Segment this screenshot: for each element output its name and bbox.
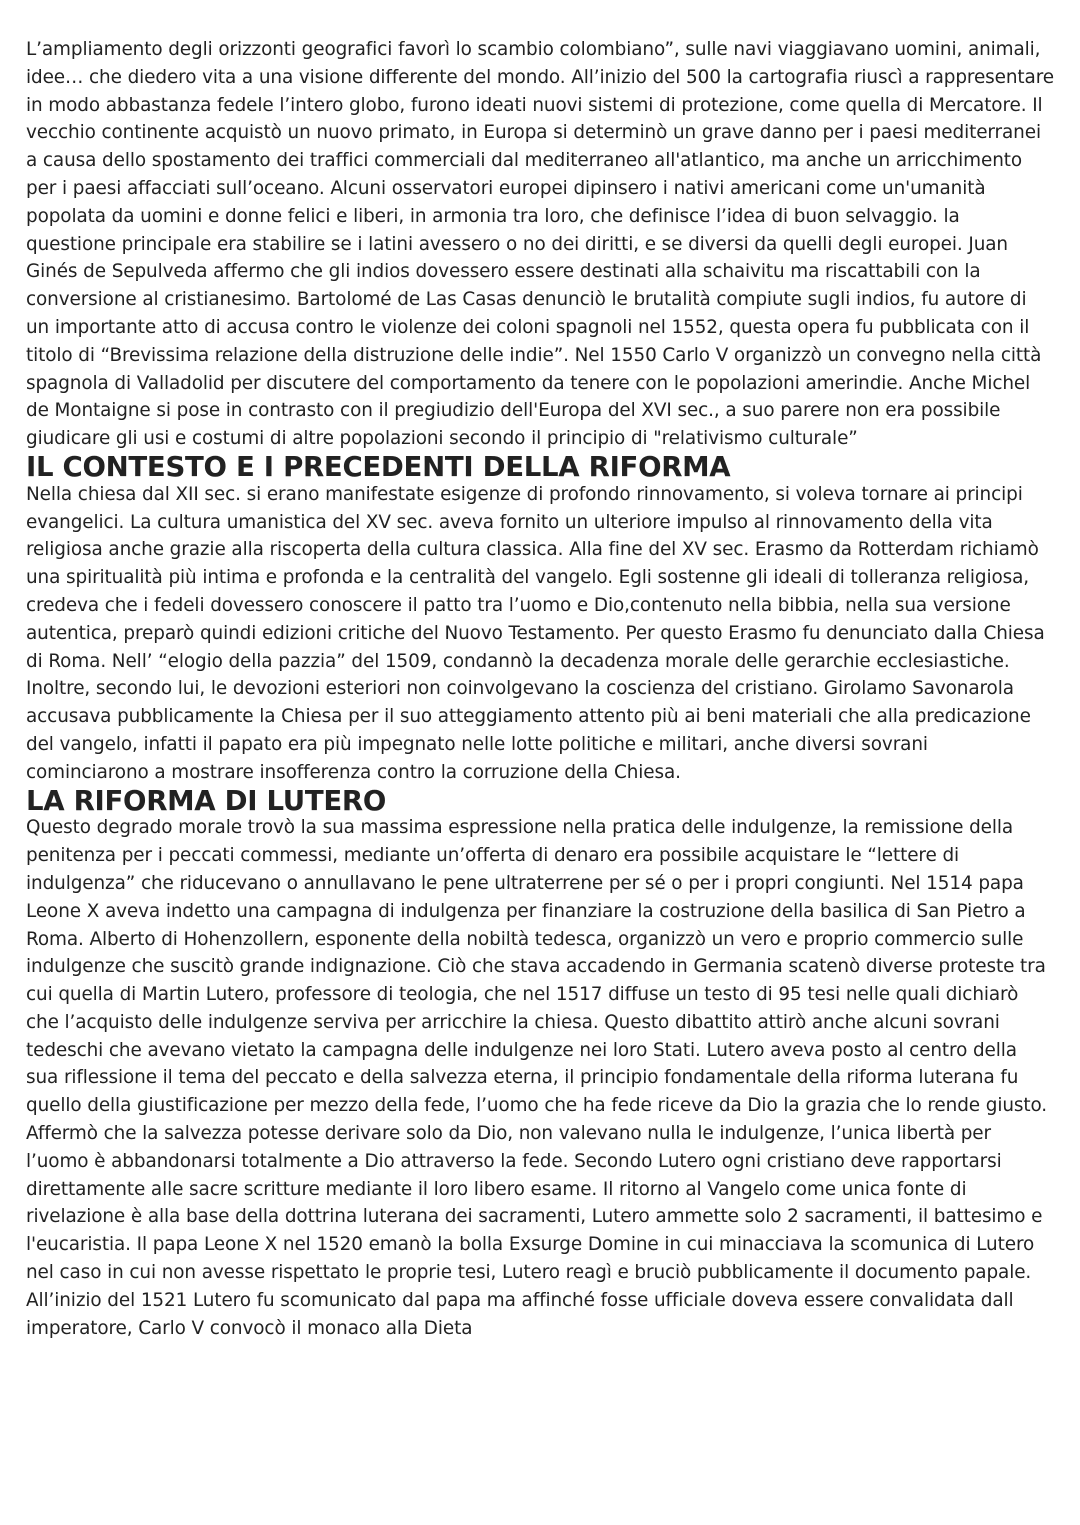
heading-contesto-riforma: IL CONTESTO E I PRECEDENTI DELLA RIFORMA	[26, 449, 731, 483]
paragraph-scambio-colombiano: L’ampliamento degli orizzonti geografici favorì lo scambio colombiano”, sulle navi viaggiavano uomini, animali, idee… che diedero vita a una visione differente del mondo. All’inizio del 500 la cartografia riuscì a rappresentare in modo abbastanza fedele l’intero globo, furono ideati nuovi sistemi di protezione, come quella di Mercatore. Il vecchio continente acquistò un nuovo primato, in Europa si determinò un grave danno per i paesi mediterranei a causa dello spostamento dei traffici commerciali dal mediterraneo all'atlantico, ma anche un arricchimento per i paesi affacciati sull’oceano. Alcuni osservatori europei dipinsero i nativi americani come un'umanità popolata da uomini e donne felici e liberi, in armonia tra loro, che definisce l’idea di buon selvaggio. la questione principale era stabilire se i latini avessero o no dei diritti, e se diversi da quelli degli europei. Juan Ginés de Sepulveda affermo che gli indios dovessero essere destinati alla schaivitu ma riscattabili con la conversione al cristianesimo. Bartolomé de Las Casas denunciò le brutalità compiute sugli indios, fu autore di un importante atto di accusa contro le violenze dei coloni spagnoli nel 1552, questa opera fu pubblicata con il titolo di “Brevissima relazione della distruzione delle indie”. Nel 1550 Carlo V organizzò un convegno nella città spagnola di Valladolid per discutere del comportamento da tenere con le popolazioni amerindie. Anche Michel de Montaigne si pose in contrasto con il pregiudizio dell'Europa del XVI sec., a suo parere non era possibile giudicare gli usi e costumi di altre popolazioni secondo il principio di "relativismo culturale”	[26, 39, 1054, 450]
heading-riforma-lutero: LA RIFORMA DI LUTERO	[26, 783, 386, 817]
paragraph-riforma-lutero: Questo degrado morale trovò la sua massima espressione nella pratica delle indulgenze, la remissione della penitenza per i peccati commessi, mediante un’offerta di denaro era possibile acquistare le “lettere di indulgenza” che riducevano o annullavano le pene ultraterrene per sé o per i propri congiunti. Nel 1514 papa Leone X aveva indetto una campagna di indulgenza per finanziare la costruzione della basilica di San Pietro a Roma. Alberto di Hohenzollern, esponente della nobiltà tedesca, organizzò un vero e proprio commercio sulle indulgenze che suscitò grande indignazione. Ciò che stava accadendo in Germania scatenò diverse proteste tra cui quella di Martin Lutero, professore di teologia, che nel 1517 diffuse un testo di 95 tesi nelle quali dichiarò che l’acquisto delle indulgenze serviva per arricchire la chiesa. Questo dibattito attirò anche alcuni sovrani tedeschi che avevano vietato la campagna delle indulgenze nei loro Stati. Lutero aveva posto al centro della sua riflessione il tema del peccato e della salvezza eterna, il principio fondamentale della riforma luterana fu quello della giustificazione per mezzo della fede, l’uomo che ha fede riceve da Dio la grazia che lo rende giusto. Affermò che la salvezza potesse derivare solo da Dio, non valevano nulla le indulgenze, l’unica libertà per l’uomo è abbandonarsi totalmente a Dio attraverso la fede. Secondo Lutero ogni cristiano deve rapportarsi direttamente alle sacre scritture mediante il loro libero esame. Il ritorno al Vangelo come unica fonte di rivelazione è alla base della dottrina luterana dei sacramenti, Lutero ammette solo 2 sacramenti, il battesimo e l'eucaristia. Il papa Leone X nel 1520 emanò la bolla Exsurge Domine in cui minacciava la scomunica di Lutero nel caso in cui non avesse rispettato le proprie tesi, Lutero reagì e bruciò pubblicamente il documento papale. All’inizio del 1521 Lutero fu scomunicato dal papa ma affinché fosse ufficiale doveva essere convalidata dall imperatore, Carlo V convocò il monaco alla Dieta	[26, 817, 1048, 1339]
paragraph-contesto-riforma: Nella chiesa dal XII sec. si erano manifestate esigenze di profondo rinnovamento, si voleva tornare ai principi evangelici. La cultura umanistica del XV sec. aveva fornito un ulteriore impulso al rinnovamento della vita religiosa anche grazie alla riscoperta della cultura classica. Alla fine del XV sec. Erasmo da Rotterdam richiamò una spiritualità più intima e profonda e la centralità del vangelo. Egli sostenne gli ideali di tolleranza religiosa, credeva che i fedeli dovessero conoscere il patto tra l’uomo e Dio,contenuto nella bibbia, nella sua versione autentica, preparò quindi edizioni critiche del Nuovo Testamento. Per questo Erasmo fu denunciato dalla Chiesa di Roma. Nell’ “elogio della pazzia” del 1509, condannò la decadenza morale delle gerarchie ecclesiastiche. Inoltre, secondo lui, le devozioni esteriori non coinvolgevano la coscienza del cristiano. Girolamo Savonarola accusava pubblicamente la Chiesa per il suo atteggiamento attento più ai beni materiali che alla predicazione del vangelo, infatti il papato era più impegnato nelle lotte politiche e militari, anche diversi sovrani cominciarono a mostrare insofferenza contro la corruzione della Chiesa.	[26, 483, 1045, 783]
